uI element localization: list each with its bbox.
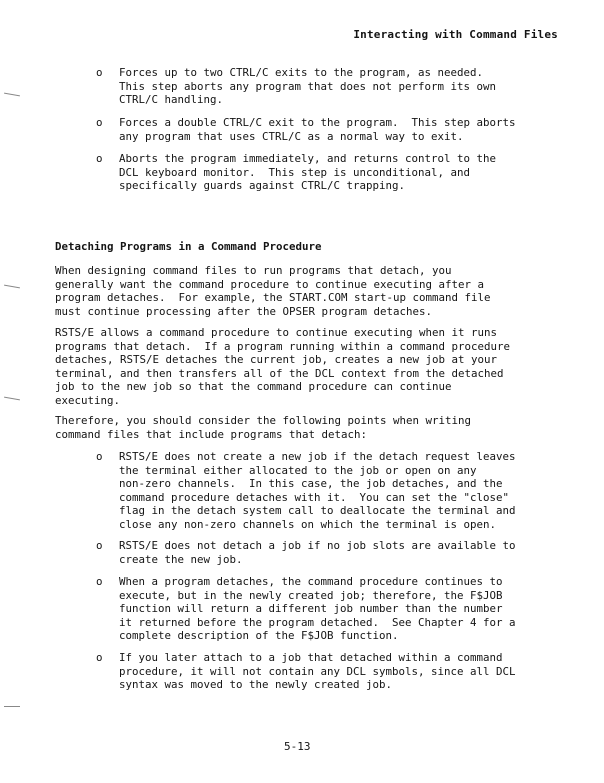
bullet-item (96, 450, 566, 531)
body-paragraph: RSTS/E allows a command procedure to continue executing when it runs programs that detach. If a program running within a command procedure detaches, RSTS/E detaches the current job, creates a new job at your terminal, and then transfers all of the DCL context from the detached job to the new job so that the command procedure can continue executing. (55, 326, 511, 407)
bullet-text: Forces up to two CTRL/C exits to the program, as needed. This step aborts any program that does not perform its own CTRL/C handling. (119, 66, 497, 106)
bullet-marker: o (96, 152, 103, 165)
section-heading: Detaching Programs in a Command Procedure (55, 240, 322, 253)
bullet-text: RSTS/E does not create a new job if the detach request leaves the terminal either allocated to the job or open on any non-zero channels. In this case, the job detaches, and the command procedure detaches with it. You can set the "close" flag in the detach system call to deallocate the terminal and close any non-zero channels on which the terminal is open. (119, 450, 516, 531)
bullet-item (96, 575, 566, 643)
scan-artifact (4, 397, 20, 401)
bullet-marker: o (96, 116, 103, 129)
scan-artifact (4, 706, 20, 707)
running-header: Interacting with Command Files (353, 28, 558, 41)
bullet-item (96, 539, 566, 566)
bullet-item (96, 116, 566, 143)
bullet-marker: o (96, 575, 103, 588)
bullet-text: RSTS/E does not detach a job if no job slots are available to create the new job. (119, 539, 516, 566)
bullet-text: Forces a double CTRL/C exit to the program. This step aborts any program that uses CTRL/C as a normal way to exit. (119, 116, 516, 143)
bullet-marker: o (96, 66, 103, 79)
bullet-text: If you later attach to a job that detached within a command procedure, it will not contain any DCL symbols, since all DCL syntax was moved to the newly created job. (119, 651, 516, 691)
bullet-marker: o (96, 450, 103, 463)
bullet-item (96, 66, 566, 106)
page-number: 5-13 (284, 740, 311, 753)
bullet-marker: o (96, 651, 103, 664)
bullet-item (96, 152, 566, 192)
bullet-marker: o (96, 539, 103, 552)
body-paragraph: Therefore, you should consider the following points when writing command files that include programs that detach: (55, 414, 472, 441)
bullet-item (96, 651, 566, 691)
scan-artifact (4, 285, 20, 289)
body-paragraph: When designing command files to run programs that detach, you generally want the command procedure to continue executing after a program detaches. For example, the START.COM start-up command file must continue processing after the OPSER program detaches. (55, 264, 491, 318)
scan-artifact (4, 93, 20, 97)
bullet-text: When a program detaches, the command procedure continues to execute, but in the newly created job; therefore, the F$JOB function will return a different job number than the number it returned before the program detached. See Chapter 4 for a complete description of the F$JOB function. (119, 575, 516, 642)
bullet-text: Aborts the program immediately, and returns control to the DCL keyboard monitor. This step is unconditional, and specifically guards against CTRL/C trapping. (119, 152, 497, 192)
